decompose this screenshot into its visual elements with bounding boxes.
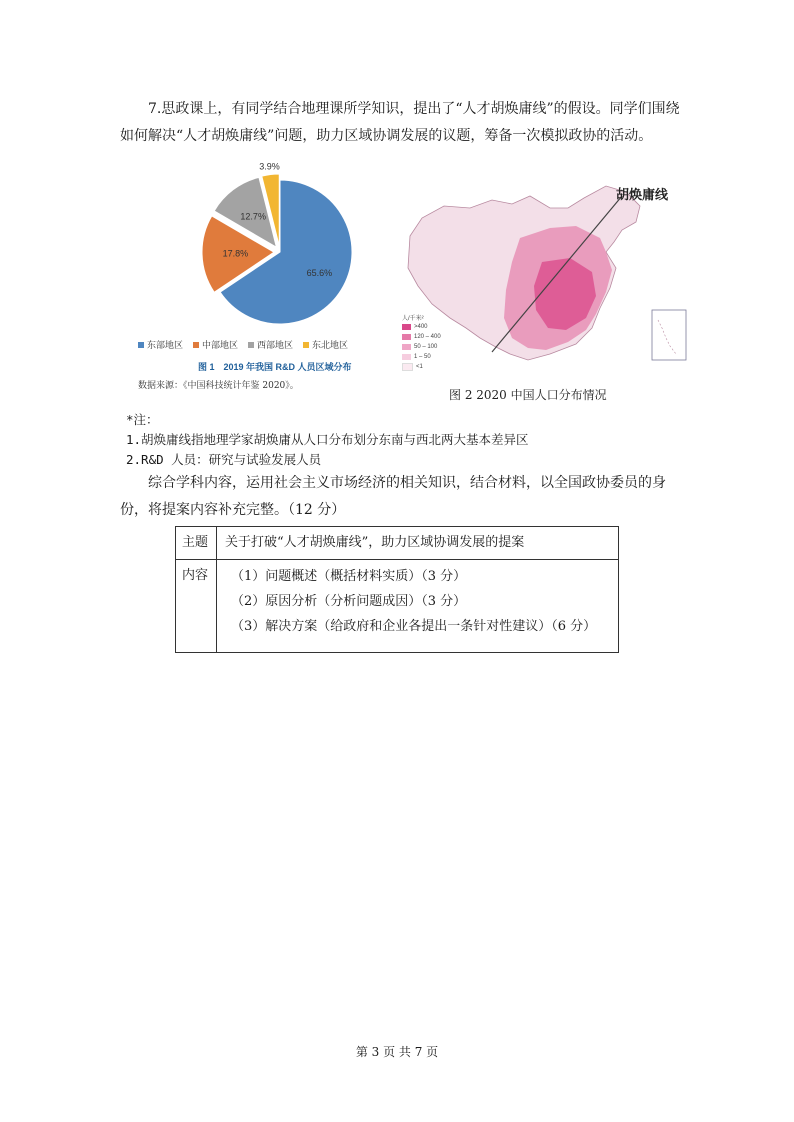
theme-value: 关于打破“人才胡焕庸线”，助力区域协调发展的提案	[217, 527, 619, 560]
pie-data-label: 12.7%	[240, 211, 266, 222]
legend-swatch	[138, 342, 144, 348]
page-footer: 第 3 页 共 7 页	[355, 1045, 439, 1059]
pie-legend	[138, 338, 388, 351]
map-legend-row	[402, 362, 441, 372]
legend-swatch	[402, 324, 411, 330]
map-legend-label: <1	[416, 364, 423, 370]
legend-swatch	[248, 342, 254, 348]
figure1-source: 数据来源：《中国科技统计年鉴 2020》。	[138, 381, 299, 391]
map-legend-row	[402, 352, 441, 362]
pie-data-label: 65.6%	[306, 268, 333, 279]
hu-line-label: 胡焕庸线	[616, 187, 669, 202]
table-row-theme	[176, 527, 619, 560]
legend-swatch	[402, 334, 411, 340]
pie-data-label: 17.8%	[222, 248, 249, 259]
figure1-caption: 图 1 2019 年我国 R&D 人员区域分布	[198, 362, 352, 372]
legend-label: 东北地区	[312, 340, 349, 350]
map-legend-label: >400	[414, 324, 428, 330]
map-legend-row	[402, 342, 441, 352]
proposal-table	[175, 526, 619, 653]
figure2-population-map	[400, 178, 692, 378]
china-map-image	[400, 178, 692, 378]
content-item-3: （3）解决方案（给政府和企业各提出一条针对性建议）（6 分）	[231, 619, 597, 634]
figure2-caption: 图 2 2020 中国人口分布情况	[449, 388, 607, 402]
pie-chart-svg	[130, 152, 390, 337]
legend-item-east	[138, 338, 183, 351]
legend-label: 西部地区	[257, 340, 294, 350]
content-label: 内容	[176, 560, 217, 653]
notes-heading: *注：	[126, 412, 159, 427]
question-intro: 7.思政课上，有同学结合地理课所学知识，提出了“人才胡焕庸线”的假设。同学们围绕如何解决“人才胡焕庸线”问题，助力区域协调发展的议题，筹备一次模拟政协的活动。	[120, 101, 680, 144]
theme-label: 主题	[176, 527, 217, 560]
legend-swatch	[402, 344, 411, 350]
map-legend-row	[402, 332, 441, 342]
task-instruction: 综合学科内容，运用社会主义市场经济的相关知识，结合材料，以全国政协委员的身份，将提案内容补充完整。（12 分）	[120, 475, 666, 518]
note-1: 1.胡焕庸线指地理学家胡焕庸从人口分布划分东南与西北两大基本差异区	[126, 432, 529, 447]
legend-item-west	[248, 338, 293, 351]
map-legend-label: 120 – 400	[414, 334, 441, 340]
map-legend-title: 人/千米²	[402, 315, 424, 322]
legend-label: 中部地区	[202, 340, 239, 350]
legend-swatch	[303, 342, 309, 348]
legend-item-northeast	[303, 338, 348, 351]
note-2: 2.R&D 人员：研究与试验发展人员	[126, 452, 322, 467]
legend-swatch	[402, 354, 411, 360]
content-item-1: （1）问题概述（概括材料实质）（3 分）	[231, 569, 467, 584]
content-item-2: （2）原因分析（分析问题成因）（3 分）	[231, 594, 467, 609]
south-sea-inset	[652, 310, 686, 360]
table-row-content	[176, 560, 619, 653]
legend-label: 东部地区	[147, 340, 184, 350]
content-cell	[217, 560, 619, 653]
legend-swatch	[402, 363, 413, 371]
map-legend-row	[402, 322, 441, 332]
legend-swatch	[193, 342, 199, 348]
pie-data-label: 3.9%	[259, 161, 280, 172]
figure1-pie-chart	[130, 152, 390, 402]
map-legend-label: 50 – 100	[414, 344, 438, 350]
map-legend-label: 1 – 50	[414, 354, 431, 360]
map-legend	[402, 312, 441, 372]
legend-item-central	[193, 338, 238, 351]
